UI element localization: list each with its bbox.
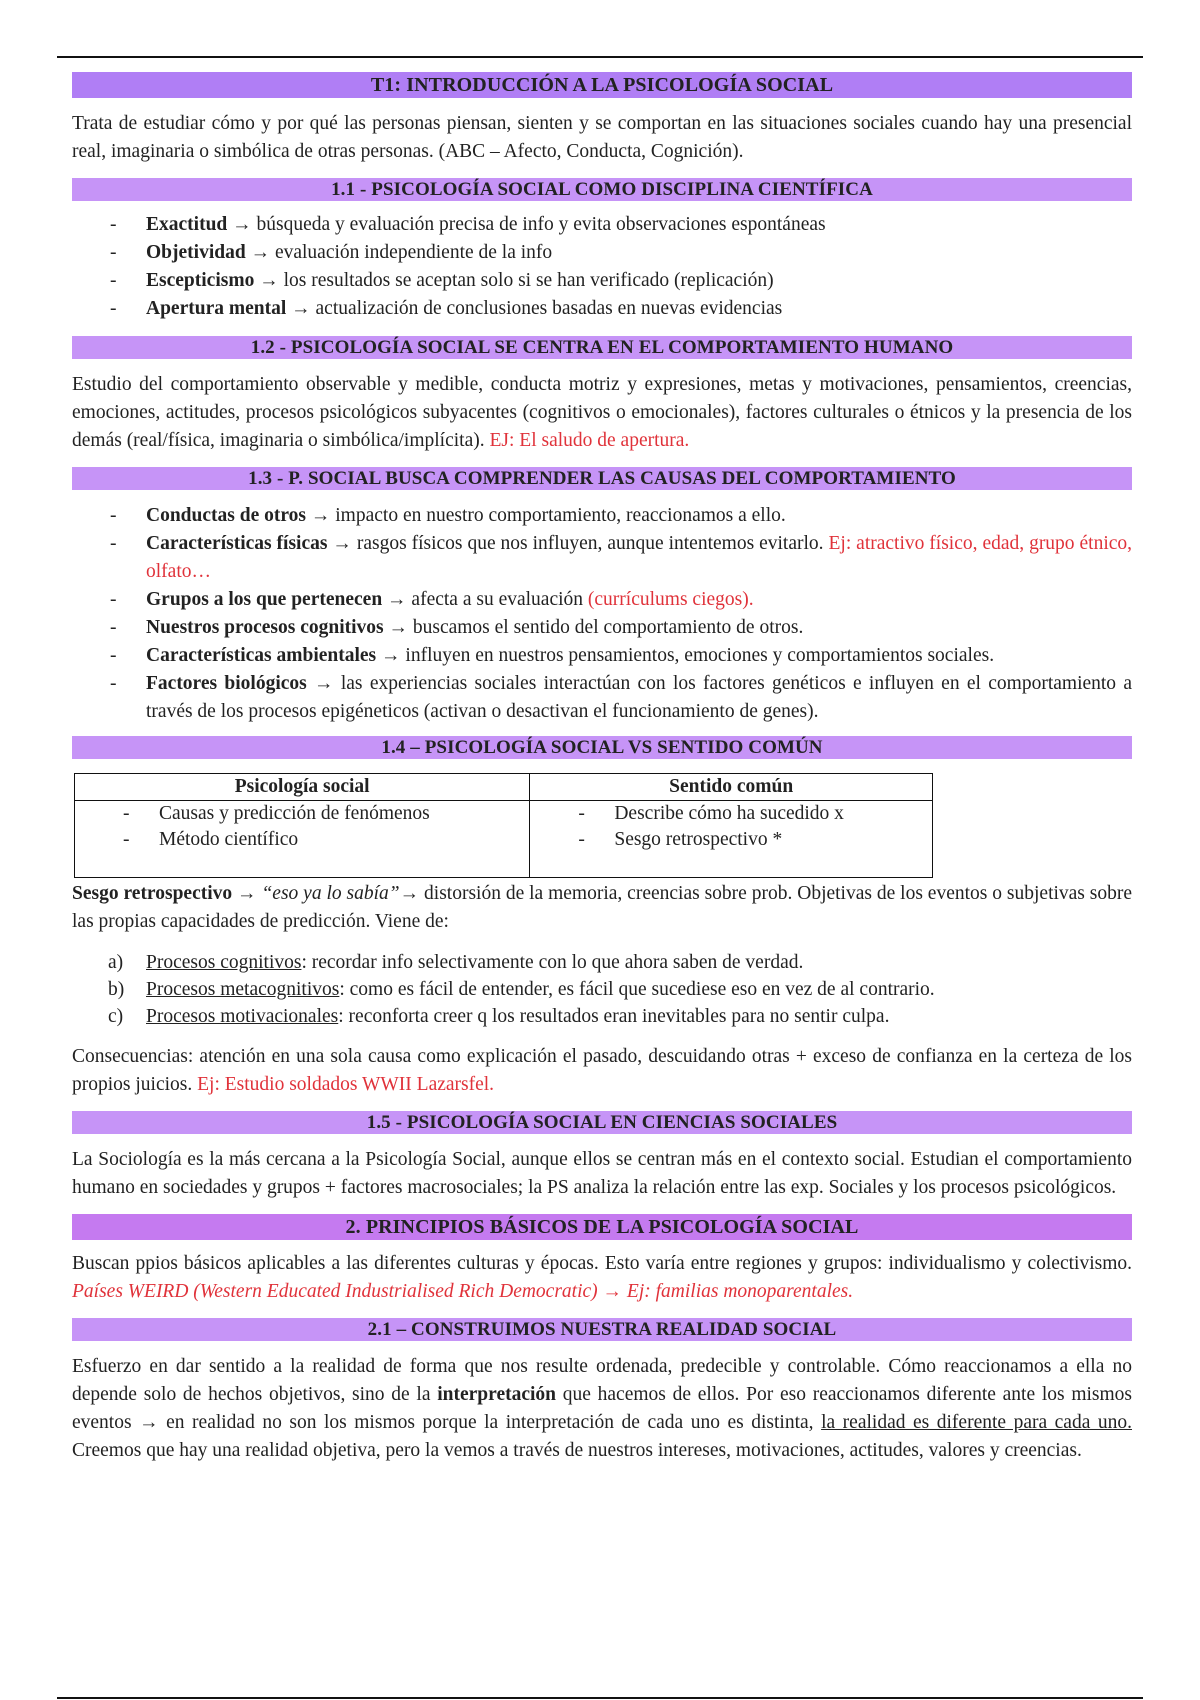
list-item-text: buscamos el sentido del comportamiento de otros. — [412, 617, 804, 638]
list-marker: c) — [108, 1006, 124, 1027]
consequences-example: Ej: Estudio soldados WWII Lazarsfel. — [197, 1074, 495, 1095]
s21-underlined: la realidad es diferente para cada uno. — [821, 1412, 1133, 1433]
list-item-term: Conductas de otros — [146, 505, 306, 526]
table-cell-col2 — [530, 801, 933, 878]
table-cell-item: - Método científico — [75, 827, 529, 853]
s15-paragraph: La Sociología es la más cercana a la Psicología Social, aunque ellos se centran más en el contexto social. Estudian el comportamiento humano en sociedades y grupos + factores macrosociales; la PS analiza la relación entre las exp. Sociales y los procesos psicológicos. — [72, 1149, 1132, 1198]
list-item: - Exactitud → búsqueda y evaluación precisa de info y evita observaciones espontáneas — [72, 211, 1132, 239]
list-item-text: actualización de conclusiones basadas en nuevas evidencias — [315, 298, 783, 319]
s13-list — [72, 502, 1132, 726]
list-item: c) Procesos motivacionales: reconforta creer q los resultados eran inevitables para no sentir culpa. — [72, 1003, 1132, 1030]
table-cell-col1 — [75, 801, 530, 878]
list-item-text: los resultados se aceptan solo si se han verificado (replicación) — [283, 270, 774, 291]
list-item: b) Procesos metacognitivos: como es fácil de entender, es fácil que sucediese eso en vez de al contrario. — [72, 976, 1132, 1003]
s2-text: Buscan ppios básicos aplicables a las diferentes culturas y épocas. Esto varía entre regiones y grupos: individualismo y colectivismo. — [72, 1253, 1132, 1274]
comparison-table — [74, 773, 933, 878]
list-item-text: las experiencias sociales interactúan con los factores genéticos e influyen en el comportamiento a través de los procesos epigéneticos (activan o desactivan el funcionamiento de genes). — [146, 673, 1133, 722]
s2-example: Países WEIRD (Western Educated Industrialised Rich Democratic) → Ej: familias monoparentales. — [72, 1281, 854, 1302]
table-header-col2: Sentido común — [530, 774, 933, 801]
process-text: reconforta creer q los resultados eran inevitables para no sentir culpa. — [348, 1006, 890, 1027]
list-item: - Apertura mental → actualización de conclusiones basadas en nuevas evidencias — [72, 295, 1132, 323]
s12-paragraph — [72, 371, 1132, 455]
list-item-text: influyen en nuestros pensamientos, emociones y comportamientos sociales. — [405, 645, 995, 666]
list-item: - Características físicas → rasgos físicos que nos influyen, aunque intentemos evitarlo. Ej: atractivo físico, edad, grupo étnico, olfato… — [72, 530, 1132, 586]
list-item-text: evaluación independiente de la info — [274, 242, 553, 263]
list-item-text: afecta a su evaluación — [411, 589, 584, 610]
sesgo-quote: “eso ya lo sabía” — [261, 883, 400, 904]
process-text: como es fácil de entender, es fácil que sucediese eso en vez de al contrario. — [349, 979, 935, 1000]
process-text: recordar info selectivamente con lo que ahora saben de verdad. — [311, 952, 804, 973]
list-item-term: Objetividad — [146, 242, 246, 263]
s12-example: EJ: El saludo de apertura. — [489, 430, 690, 451]
list-item-text: búsqueda y evaluación precisa de info y evita observaciones espontáneas — [256, 214, 826, 235]
list-item-text: rasgos físicos que nos influyen, aunque intentemos evitarlo. — [356, 533, 824, 554]
table-cell-item: - Causas y predicción de fenómenos — [75, 801, 529, 827]
s21-paragraph — [72, 1353, 1132, 1465]
list-item: - Características ambientales → influyen en nuestros pensamientos, emociones y comportamientos sociales. — [72, 642, 1132, 670]
processes-list — [72, 949, 1132, 1030]
list-item: a) Procesos cognitivos: recordar info selectivamente con lo que ahora saben de verdad. — [72, 949, 1132, 976]
list-item-example: Ej: atractivo físico, edad, grupo étnico, olfato… — [146, 533, 1133, 582]
list-item: - Objetividad → evaluación independiente de la info — [72, 239, 1132, 267]
list-item-term: Exactitud — [146, 214, 228, 235]
consequences-text: Consecuencias: atención en una sola causa como explicación el pasado, descuidando otras + exceso de confianza en la certeza de los propios juicios. — [72, 1046, 1132, 1095]
list-item-example: (currículums ciegos). — [587, 589, 754, 610]
consequences-paragraph — [72, 1043, 1132, 1099]
s21-text-c: Creemos que hay una realidad objetiva, pero la vemos a través de nuestros intereses, motivaciones, actitudes, valores y creencias. — [72, 1440, 1082, 1461]
sesgo-text: distorsión de la memoria, creencias sobre prob. Objetivas de los eventos o subjetivas sobre las propias capacidades de predicción. Viene de: — [72, 883, 1133, 932]
list-item-term: Características físicas — [146, 533, 328, 554]
section-1-3-heading: 1.3 - P. SOCIAL BUSCA COMPRENDER LAS CAUSAS DEL COMPORTAMIENTO — [72, 467, 1132, 490]
list-item-term: Características ambientales — [146, 645, 377, 666]
list-item-term: Escepticismo — [146, 270, 255, 291]
section-1-1-heading: 1.1 - PSICOLOGÍA SOCIAL COMO DISCIPLINA CIENTÍFICA — [72, 178, 1132, 201]
section-2-1-heading: 2.1 – CONSTRUIMOS NUESTRA REALIDAD SOCIAL — [72, 1318, 1132, 1341]
list-item: - Conductas de otros → impacto en nuestro comportamiento, reaccionamos a ello. — [72, 502, 1132, 530]
section-2-heading: 2. PRINCIPIOS BÁSICOS DE LA PSICOLOGÍA SOCIAL — [72, 1214, 1132, 1240]
sesgo-term: Sesgo retrospectivo — [72, 883, 233, 904]
intro-paragraph: Trata de estudiar cómo y por qué las personas piensan, sienten y se comportan en las situaciones sociales cuando hay una presencial real, imaginaria o simbólica de otras personas. (ABC – Afecto, Conducta, Cognición). — [72, 113, 1132, 162]
list-item: - Factores biológicos → las experiencias sociales interactúan con los factores genéticos e influyen en el comportamiento a través de los procesos epigéneticos (activan o desactivan el funcionamiento de genes). — [72, 670, 1132, 726]
s21-text-b: que hacemos de ellos. Por eso reaccionamos diferente ante los mismos eventos → en realidad no son los mismos porque la interpretación de cada uno es distinta, — [72, 1384, 1133, 1433]
s21-bold: interpretación — [437, 1384, 557, 1405]
page-title: T1: INTRODUCCIÓN A LA PSICOLOGÍA SOCIAL — [72, 72, 1132, 98]
s21-text-a: Esfuerzo en dar sentido a la realidad de forma que nos resulte ordenada, predecible y controlable. Cómo reaccionamos a ella no depende solo de hechos objetivos, sino de la — [72, 1356, 1132, 1405]
table-cell-item: - Sesgo retrospectivo * — [530, 827, 932, 853]
document-page — [72, 72, 1132, 1465]
section-1-5-heading: 1.5 - PSICOLOGÍA SOCIAL EN CIENCIAS SOCIALES — [72, 1111, 1132, 1134]
section-1-4-heading: 1.4 – PSICOLOGÍA SOCIAL VS SENTIDO COMÚN — [72, 736, 1132, 759]
list-item-term: Grupos a los que pertenecen — [146, 589, 383, 610]
section-1-2-heading: 1.2 - PSICOLOGÍA SOCIAL SE CENTRA EN EL COMPORTAMIENTO HUMANO — [72, 336, 1132, 359]
list-item-term: Factores biológicos — [146, 673, 307, 694]
bottom-rule — [57, 1697, 1143, 1699]
process-term: Procesos cognitivos — [146, 952, 302, 973]
table-cell-item: - Describe cómo ha sucedido x — [530, 801, 932, 827]
process-term: Procesos motivacionales — [146, 1006, 339, 1027]
s12-text: Estudio del comportamiento observable y medible, conducta motriz y expresiones, metas y motivaciones, pensamientos, creencias, emociones, actitudes, procesos psicológicos subyacentes (cognitivos o emocionales), factores culturales o étnicos y la presencia de los demás (real/física, imaginaria o simbólica/implícita). — [72, 374, 1132, 451]
s11-list — [72, 211, 1132, 323]
list-marker: a) — [108, 952, 124, 973]
table-header-col1: Psicología social — [75, 774, 530, 801]
list-item: - Grupos a los que pertenecen → afecta a su evaluación (currículums ciegos). — [72, 586, 1132, 614]
list-marker: b) — [108, 979, 125, 1000]
list-item-text: impacto en nuestro comportamiento, reaccionamos a ello. — [335, 505, 786, 526]
list-item-term: Apertura mental — [146, 298, 287, 319]
list-item: - Escepticismo → los resultados se aceptan solo si se han verificado (replicación) — [72, 267, 1132, 295]
process-term: Procesos metacognitivos — [146, 979, 340, 1000]
s2-paragraph — [72, 1250, 1132, 1306]
list-item: - Nuestros procesos cognitivos → buscamos el sentido del comportamiento de otros. — [72, 614, 1132, 642]
list-item-term: Nuestros procesos cognitivos — [146, 617, 384, 638]
sesgo-paragraph: Sesgo retrospectivo → “eso ya lo sabía”→ distorsión de la memoria, creencias sobre prob. Objetivas de los eventos o subjetivas sobre las propias capacidades de predicción. Viene de: — [72, 883, 1133, 932]
top-rule — [57, 56, 1143, 58]
